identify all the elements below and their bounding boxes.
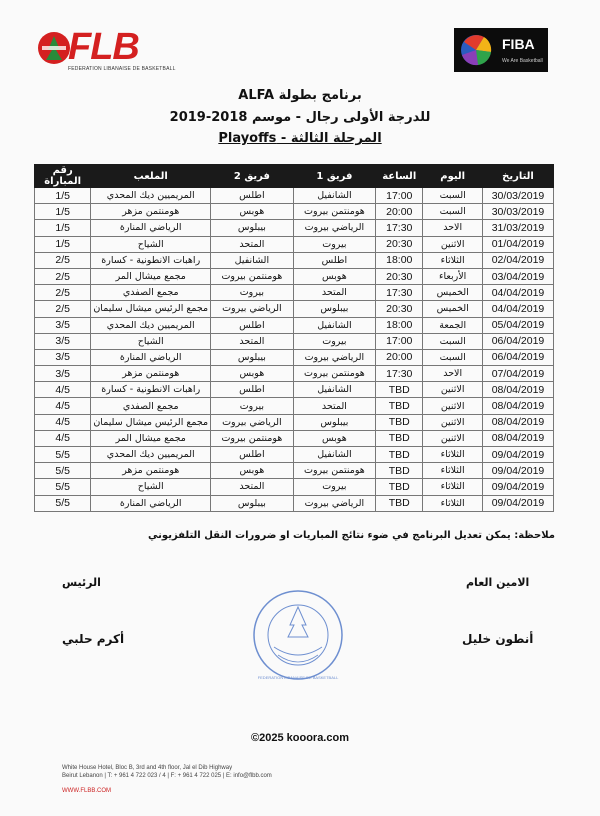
schedule-title: برنامج بطولة ALFA	[238, 88, 362, 103]
cell-venue: مجمع الرئيس ميشال سليمان	[91, 414, 211, 430]
table-row	[35, 479, 554, 495]
cell-date: 03/04/2019	[483, 268, 554, 284]
cell-team1: هومنتمن بيروت	[293, 366, 376, 382]
cell-round: 5/5	[35, 447, 91, 463]
cell-team1: الرياضي بيروت	[293, 349, 376, 365]
table-row	[35, 366, 554, 382]
cell-time: TBD	[376, 463, 423, 479]
cell-date: 06/04/2019	[483, 349, 554, 365]
cell-round: 4/5	[35, 430, 91, 446]
table-row	[35, 285, 554, 301]
cell-round: 5/5	[35, 495, 91, 511]
cell-venue: الرياضي المنارة	[91, 495, 211, 511]
footer-address-line1: White House Hotel, Bloc B, 3rd and 4th floor, Jal el Dib Highway	[62, 765, 233, 771]
cell-team1: هوبس	[293, 268, 376, 284]
cell-team2: المتحد	[211, 479, 294, 495]
schedule-table	[34, 164, 554, 512]
cell-date: 09/04/2019	[483, 479, 554, 495]
cell-day: الاثنين	[423, 236, 483, 252]
cell-round: 2/5	[35, 252, 91, 268]
cell-team2: الرياضي بيروت	[211, 414, 294, 430]
cell-venue: مجمع الصفدي	[91, 398, 211, 414]
cell-time: TBD	[376, 447, 423, 463]
cell-team2: اطلس	[211, 447, 294, 463]
cell-venue: راهبات الانطونية - كسارة	[91, 382, 211, 398]
watermark: ©2025 kooora.com	[251, 732, 349, 744]
cell-round: 3/5	[35, 349, 91, 365]
cell-day: السبت	[423, 333, 483, 349]
cell-venue: هومنتمن مزهر	[91, 204, 211, 220]
col-team2: فريق 2	[211, 165, 294, 188]
cell-day: الأربعاء	[423, 268, 483, 284]
cell-day: الاثنين	[423, 382, 483, 398]
cell-day: الثلاثاء	[423, 479, 483, 495]
cell-time: 20:30	[376, 268, 423, 284]
cell-round: 1/5	[35, 220, 91, 236]
cell-time: 17:00	[376, 188, 423, 204]
cell-venue: الرياضي المنارة	[91, 349, 211, 365]
cell-date: 06/04/2019	[483, 333, 554, 349]
cell-day: الاثنين	[423, 398, 483, 414]
president-title: الرئيس	[62, 576, 101, 589]
cell-day: الخميس	[423, 285, 483, 301]
cell-team2: اطلس	[211, 317, 294, 333]
flb-subtitle: FEDERATION LIBANAISE DE BASKETBALL	[68, 66, 176, 72]
cell-team2: اطلس	[211, 188, 294, 204]
cell-date: 30/03/2019	[483, 204, 554, 220]
cell-venue: هومنتمن مزهر	[91, 366, 211, 382]
table-row	[35, 268, 554, 284]
cell-round: 5/5	[35, 479, 91, 495]
schedule-note: ملاحظة: يمكن تعديل البرنامج في ضوء نتائج المباريات او ضرورات النقل التلفزيوني	[148, 530, 555, 541]
cell-round: 3/5	[35, 333, 91, 349]
cell-venue: الشياح	[91, 236, 211, 252]
cell-date: 04/04/2019	[483, 301, 554, 317]
cell-time: 17:00	[376, 333, 423, 349]
cell-time: 20:30	[376, 301, 423, 317]
flb-logo-text: FLB	[68, 26, 139, 68]
cell-team2: هوبس	[211, 204, 294, 220]
cell-date: 09/04/2019	[483, 495, 554, 511]
cell-venue: مجمع ميشال المر	[91, 268, 211, 284]
table-row	[35, 463, 554, 479]
cell-team2: بيروت	[211, 398, 294, 414]
table-row	[35, 301, 554, 317]
cell-date: 08/04/2019	[483, 430, 554, 446]
table-header-row	[35, 165, 554, 188]
secretary-general-name: أنطون خليل	[462, 632, 534, 646]
cell-round: 2/5	[35, 301, 91, 317]
cell-date: 08/04/2019	[483, 398, 554, 414]
cell-team1: الشانفيل	[293, 317, 376, 333]
cell-team1: بيروت	[293, 479, 376, 495]
cell-team1: بيبلوس	[293, 301, 376, 317]
cell-team2: بيبلوس	[211, 349, 294, 365]
cell-venue: مجمع ميشال المر	[91, 430, 211, 446]
svg-text:FEDERATION LIBANAISE DE BASKET: FEDERATION LIBANAISE DE BASKETBALL	[257, 675, 339, 680]
table-row	[35, 398, 554, 414]
cell-team1: هومنتمن بيروت	[293, 463, 376, 479]
cell-team2: المتحد	[211, 236, 294, 252]
fiba-globe-icon	[454, 28, 498, 72]
col-time: الساعة	[376, 165, 423, 188]
cell-venue: راهبات الانطونية - كسارة	[91, 252, 211, 268]
cell-team1: هومنتمن بيروت	[293, 204, 376, 220]
cell-day: الثلاثاء	[423, 463, 483, 479]
footer-website-link[interactable]: WWW.FLBB.COM	[62, 788, 111, 794]
cell-time: 17:30	[376, 285, 423, 301]
table-row	[35, 220, 554, 236]
cell-time: 20:00	[376, 204, 423, 220]
cell-day: السبت	[423, 188, 483, 204]
cell-date: 02/04/2019	[483, 252, 554, 268]
cell-time: 20:30	[376, 236, 423, 252]
schedule-stage: المرحلة الثالثة - Playoffs	[218, 131, 382, 146]
cell-round: 5/5	[35, 463, 91, 479]
cell-team2: هومنتمن بيروت	[211, 268, 294, 284]
cell-round: 1/5	[35, 236, 91, 252]
cell-day: السبت	[423, 349, 483, 365]
cell-round: 2/5	[35, 285, 91, 301]
cell-venue: المريميين ديك المحدي	[91, 188, 211, 204]
cell-round: 4/5	[35, 382, 91, 398]
cell-time: 18:00	[376, 252, 423, 268]
cell-day: الاثنين	[423, 414, 483, 430]
cell-team1: الرياضي بيروت	[293, 220, 376, 236]
cell-venue: الرياضي المنارة	[91, 220, 211, 236]
table-row	[35, 349, 554, 365]
cell-date: 05/04/2019	[483, 317, 554, 333]
cell-team1: بيبلوس	[293, 414, 376, 430]
table-row	[35, 317, 554, 333]
cell-day: الثلاثاء	[423, 252, 483, 268]
cell-time: TBD	[376, 430, 423, 446]
president-name: أكرم حلبي	[62, 632, 125, 646]
table-row	[35, 414, 554, 430]
cell-day: الجمعة	[423, 317, 483, 333]
cell-time: 17:30	[376, 220, 423, 236]
cell-time: TBD	[376, 382, 423, 398]
table-row	[35, 382, 554, 398]
col-day: اليوم	[423, 165, 483, 188]
cell-team2: الرياضي بيروت	[211, 301, 294, 317]
schedule-subtitle: للدرجة الأولى رجال - موسم 2018-2019	[169, 110, 431, 125]
cell-time: 17:30	[376, 366, 423, 382]
cell-day: السبت	[423, 204, 483, 220]
table-row	[35, 430, 554, 446]
cell-venue: هومنتمن مزهر	[91, 463, 211, 479]
table-row	[35, 188, 554, 204]
cell-team1: المتحد	[293, 398, 376, 414]
cell-date: 30/03/2019	[483, 188, 554, 204]
cell-day: الاحد	[423, 366, 483, 382]
cell-venue: مجمع الصفدي	[91, 285, 211, 301]
cell-team2: الشانفيل	[211, 252, 294, 268]
table-row	[35, 236, 554, 252]
cell-team1: بيروت	[293, 236, 376, 252]
cell-time: 20:00	[376, 349, 423, 365]
table-row	[35, 333, 554, 349]
cell-date: 08/04/2019	[483, 414, 554, 430]
fiba-subtitle: We Are Basketball	[502, 58, 543, 64]
cell-time: TBD	[376, 398, 423, 414]
cell-time: 18:00	[376, 317, 423, 333]
cell-round: 3/5	[35, 317, 91, 333]
cell-team1: بيروت	[293, 333, 376, 349]
cell-team1: المتحد	[293, 285, 376, 301]
col-team1: فريق 1	[293, 165, 376, 188]
table-row	[35, 252, 554, 268]
cell-time: TBD	[376, 414, 423, 430]
cell-date: 04/04/2019	[483, 285, 554, 301]
cell-team1: الرياضي بيروت	[293, 495, 376, 511]
cell-team2: بيروت	[211, 285, 294, 301]
cell-round: 1/5	[35, 188, 91, 204]
fiba-logo-text: FIBA	[502, 36, 535, 52]
federation-stamp-icon	[248, 585, 348, 685]
cell-date: 09/04/2019	[483, 447, 554, 463]
cell-team1: الشانفيل	[293, 447, 376, 463]
secretary-general-title: الامين العام	[466, 576, 530, 589]
cell-team1: اطلس	[293, 252, 376, 268]
cell-team1: الشانفيل	[293, 382, 376, 398]
cell-date: 09/04/2019	[483, 463, 554, 479]
cell-date: 31/03/2019	[483, 220, 554, 236]
cell-day: الخميس	[423, 301, 483, 317]
cell-team2: المتحد	[211, 333, 294, 349]
cell-round: 4/5	[35, 398, 91, 414]
col-venue: الملعب	[91, 165, 211, 188]
cell-round: 2/5	[35, 268, 91, 284]
footer-address-line2: Beirut Lebanon | T: + 961 4 722 023 / 4 | F: + 961 4 722 025 | E: info@flbb.com	[62, 773, 272, 779]
table-row	[35, 447, 554, 463]
cell-date: 07/04/2019	[483, 366, 554, 382]
cell-day: الثلاثاء	[423, 495, 483, 511]
cell-day: الاثنين	[423, 430, 483, 446]
table-row	[35, 204, 554, 220]
cell-team2: هوبس	[211, 366, 294, 382]
cell-time: TBD	[376, 479, 423, 495]
cell-date: 08/04/2019	[483, 382, 554, 398]
cell-date: 01/04/2019	[483, 236, 554, 252]
cell-team2: اطلس	[211, 382, 294, 398]
cell-team1: هوبس	[293, 430, 376, 446]
cell-venue: الشياح	[91, 479, 211, 495]
col-date: التاريخ	[483, 165, 554, 188]
cell-day: الاحد	[423, 220, 483, 236]
cell-team2: هوبس	[211, 463, 294, 479]
cell-team2: بيبلوس	[211, 495, 294, 511]
cell-time: TBD	[376, 495, 423, 511]
cell-venue: المريميين ديك المحدي	[91, 447, 211, 463]
col-game-number: رقم المباراة	[35, 165, 91, 188]
cell-team2: بيبلوس	[211, 220, 294, 236]
cell-team1: الشانفيل	[293, 188, 376, 204]
cell-team2: هومنتمن بيروت	[211, 430, 294, 446]
table-row	[35, 495, 554, 511]
cell-round: 1/5	[35, 204, 91, 220]
cell-day: الثلاثاء	[423, 447, 483, 463]
cell-round: 3/5	[35, 366, 91, 382]
cell-venue: المريميين ديك المحدي	[91, 317, 211, 333]
cell-round: 4/5	[35, 414, 91, 430]
cell-venue: الشياح	[91, 333, 211, 349]
cell-venue: مجمع الرئيس ميشال سليمان	[91, 301, 211, 317]
